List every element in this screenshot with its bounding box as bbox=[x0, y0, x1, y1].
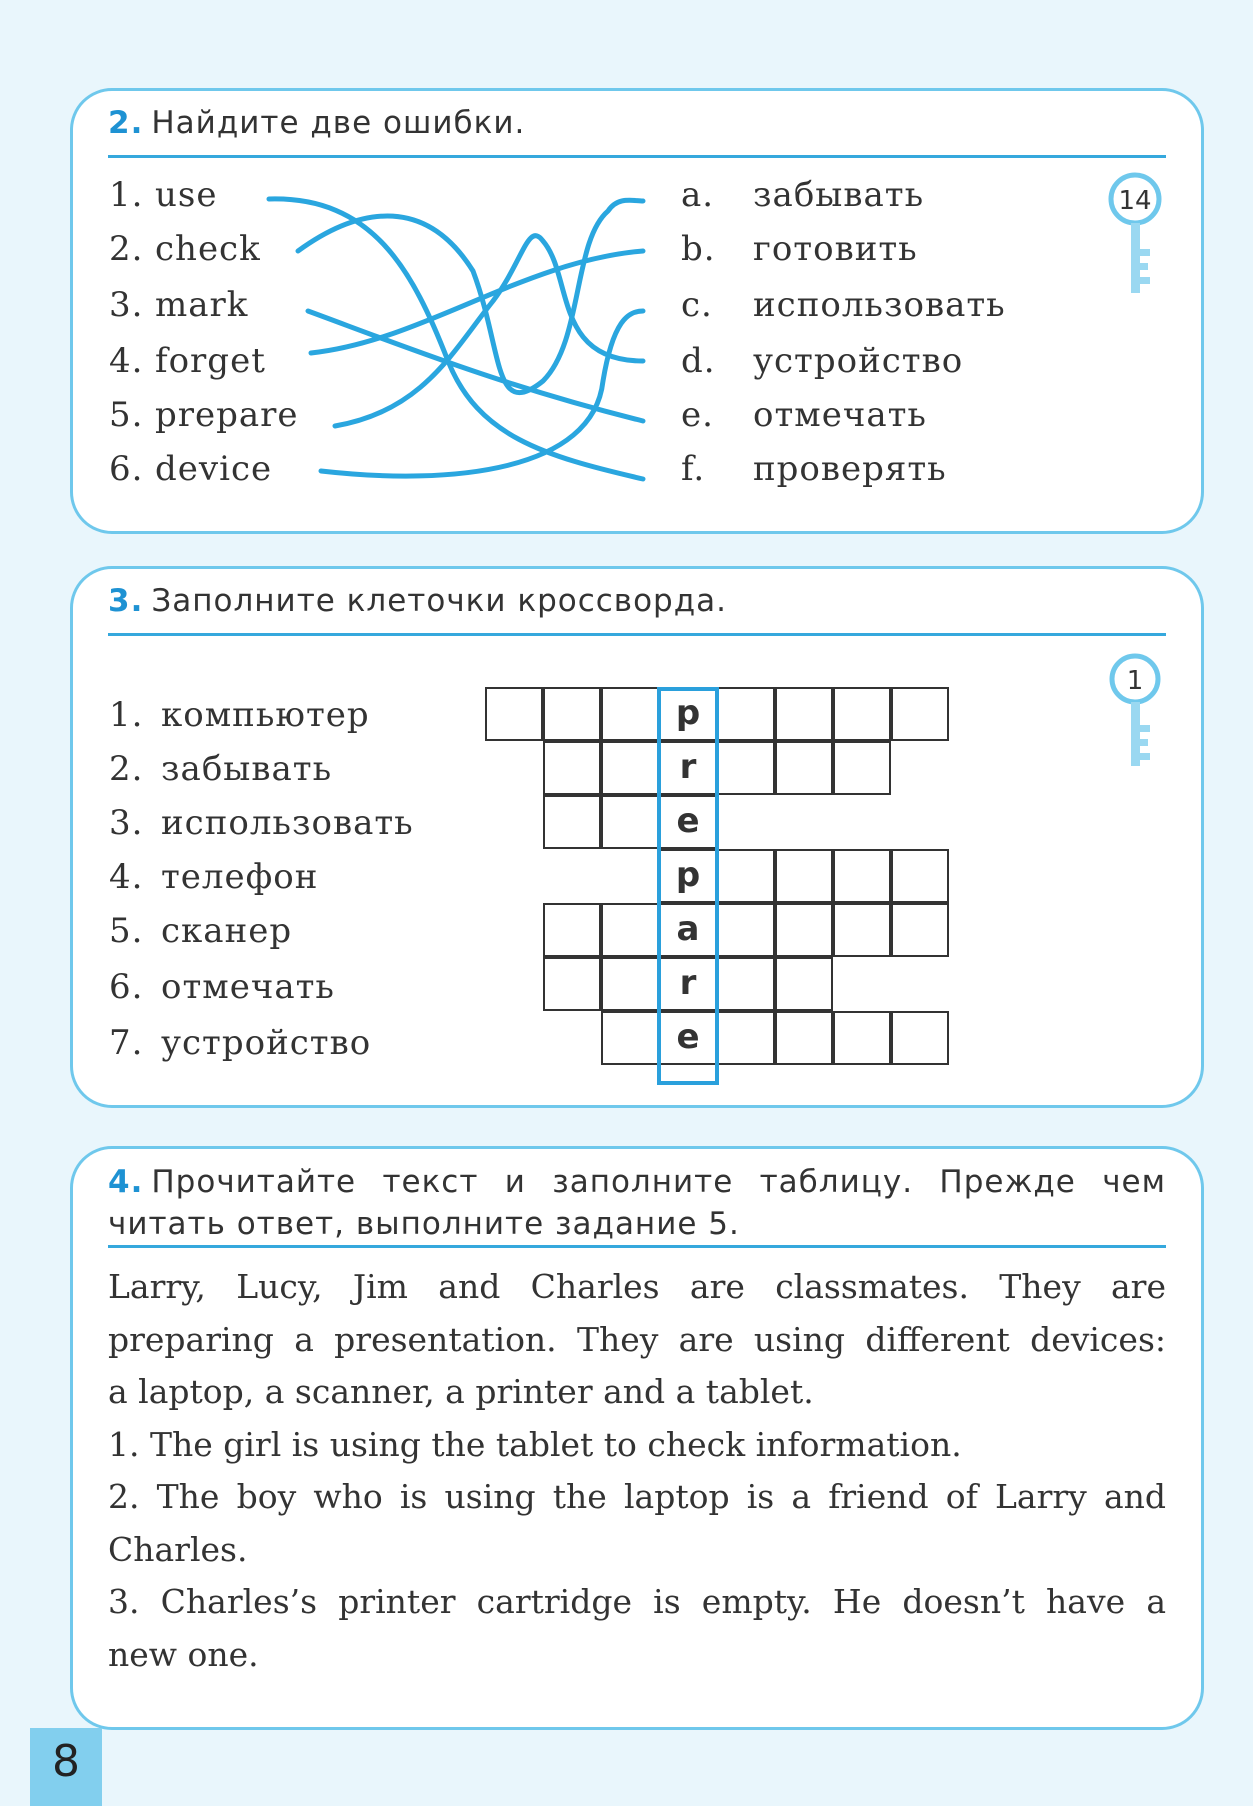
task-4-title-line2: читать ответ, выполните задание 5. bbox=[108, 1206, 740, 1242]
left-number-6: 6. bbox=[109, 449, 144, 489]
clue-number-6: 6. bbox=[109, 967, 144, 1007]
right-letter-c: c. bbox=[681, 285, 713, 325]
left-number-5: 5. bbox=[109, 395, 144, 435]
page-number: 8 bbox=[52, 1736, 80, 1787]
keyword-letter-2: r bbox=[679, 747, 697, 787]
crossword-cell[interactable] bbox=[891, 687, 949, 741]
crossword-cell[interactable] bbox=[717, 741, 775, 795]
task-4-title-line1: Прочитайте текст и заполните таблицу. Прежде чем bbox=[151, 1164, 1166, 1200]
clue-number-3: 3. bbox=[109, 803, 144, 843]
clue-3-line2: new one. bbox=[108, 1634, 259, 1674]
crossword-cell[interactable] bbox=[833, 1011, 891, 1065]
clue-word-1: компьютер bbox=[161, 695, 370, 735]
crossword-cell[interactable] bbox=[891, 1011, 949, 1065]
right-letter-e: e. bbox=[681, 395, 714, 435]
crossword-cell[interactable] bbox=[775, 1011, 833, 1065]
crossword-cell[interactable] bbox=[775, 741, 833, 795]
keyword-letter-7: e bbox=[676, 1017, 700, 1057]
crossword-cell[interactable] bbox=[775, 957, 833, 1011]
crossword-cell[interactable] bbox=[717, 1011, 775, 1065]
crossword-cell[interactable] bbox=[717, 687, 775, 741]
clue-number-1: 1. bbox=[109, 695, 144, 735]
clue-word-5: сканер bbox=[161, 911, 293, 951]
right-word-e: отмечать bbox=[753, 395, 927, 435]
task-4-text bbox=[108, 1261, 1166, 1681]
right-word-b: готовить bbox=[753, 229, 918, 269]
crossword-cell[interactable] bbox=[601, 741, 659, 795]
clue-number-4: 4. bbox=[109, 857, 144, 897]
key-icon bbox=[1105, 653, 1165, 783]
crossword-cell[interactable] bbox=[717, 957, 775, 1011]
right-letter-a: a. bbox=[681, 175, 715, 215]
crossword-cell[interactable] bbox=[601, 957, 659, 1011]
right-letter-b: b. bbox=[681, 229, 716, 269]
crossword-cell[interactable] bbox=[775, 903, 833, 957]
task-3-number: 3. bbox=[108, 583, 144, 619]
intro-line-3: a laptop, a scanner, a printer and a tablet. bbox=[108, 1372, 814, 1411]
task-4-panel bbox=[70, 1146, 1204, 1730]
keyword-letter-6: r bbox=[679, 963, 697, 1003]
key-number-3: 1 bbox=[1126, 666, 1144, 696]
clue-number-5: 5. bbox=[109, 911, 144, 951]
task-3-panel bbox=[70, 566, 1204, 1108]
left-word-5: prepare bbox=[155, 395, 299, 435]
clue-2-line1: 2. The boy who is using the laptop is a friend of Larry and bbox=[108, 1477, 1166, 1516]
right-word-a: забывать bbox=[753, 175, 925, 215]
crossword-cell[interactable] bbox=[601, 1011, 659, 1065]
right-word-f: проверять bbox=[753, 449, 947, 489]
clue-word-3: использовать bbox=[161, 803, 414, 843]
crossword-cell[interactable] bbox=[833, 687, 891, 741]
right-letter-f: f. bbox=[681, 449, 706, 489]
intro-line-1: Larry, Lucy, Jim and Charles are classmates. They are bbox=[108, 1267, 1166, 1306]
keyword-letter-4: p bbox=[675, 855, 701, 895]
crossword-cell[interactable] bbox=[543, 687, 601, 741]
clue-number-7: 7. bbox=[109, 1023, 144, 1063]
left-word-1: use bbox=[155, 175, 218, 215]
left-word-3: mark bbox=[155, 285, 249, 325]
matching-lines bbox=[73, 91, 1203, 531]
line-forget bbox=[311, 251, 643, 353]
right-word-c: использовать bbox=[753, 285, 1006, 325]
clue-word-7: устройство bbox=[161, 1023, 372, 1063]
keyword-letter-3: e bbox=[676, 801, 700, 841]
crossword-cell[interactable] bbox=[717, 903, 775, 957]
task-4-number: 4. bbox=[108, 1164, 144, 1200]
left-word-6: device bbox=[155, 449, 273, 489]
clue-3-line1: 3. Charles’s printer cartridge is empty. He doesn’t have a bbox=[108, 1582, 1166, 1621]
keyword-column-highlight bbox=[657, 687, 719, 1085]
key-icon bbox=[1105, 171, 1165, 311]
crossword-cell[interactable] bbox=[601, 687, 659, 741]
crossword-cell[interactable] bbox=[543, 741, 601, 795]
crossword-cell[interactable] bbox=[833, 849, 891, 903]
page-number-tab bbox=[30, 1728, 102, 1806]
left-number-3: 3. bbox=[109, 285, 144, 325]
crossword-cell[interactable] bbox=[543, 903, 601, 957]
clue-word-4: телефон bbox=[161, 857, 319, 897]
clue-1: 1. The girl is using the tablet to check information. bbox=[108, 1424, 962, 1464]
left-number-1: 1. bbox=[109, 175, 144, 215]
crossword-cell[interactable] bbox=[775, 849, 833, 903]
crossword-cell[interactable] bbox=[891, 849, 949, 903]
crossword-cell[interactable] bbox=[891, 903, 949, 957]
task-3-title: Заполните клеточки кроссворда. bbox=[151, 583, 728, 619]
keyword-letter-5: a bbox=[676, 909, 700, 949]
left-number-2: 2. bbox=[109, 229, 144, 269]
crossword-cell[interactable] bbox=[833, 903, 891, 957]
crossword-cell[interactable] bbox=[601, 903, 659, 957]
task-2-number: 2. bbox=[108, 105, 144, 141]
crossword-cell[interactable] bbox=[485, 687, 543, 741]
crossword-cell[interactable] bbox=[543, 957, 601, 1011]
crossword-cell[interactable] bbox=[833, 741, 891, 795]
left-word-2: check bbox=[155, 229, 261, 269]
task-2-title: Найдите две ошибки. bbox=[151, 105, 526, 141]
task-3-header bbox=[108, 583, 1166, 636]
right-word-d: устройство bbox=[753, 341, 964, 381]
right-letter-d: d. bbox=[681, 341, 716, 381]
crossword-cell[interactable] bbox=[601, 795, 659, 849]
intro-paragraph bbox=[108, 1261, 1166, 1419]
clue-word-2: забывать bbox=[161, 749, 333, 789]
crossword-cell[interactable] bbox=[543, 795, 601, 849]
left-number-4: 4. bbox=[109, 341, 144, 381]
crossword-cell[interactable] bbox=[717, 849, 775, 903]
keyword-letter-1: p bbox=[675, 693, 701, 733]
clue-number-2: 2. bbox=[109, 749, 144, 789]
left-word-4: forget bbox=[155, 341, 266, 381]
line-check bbox=[298, 200, 643, 392]
clue-2-line2: Charles. bbox=[108, 1529, 248, 1569]
crossword-cell[interactable] bbox=[775, 687, 833, 741]
clue-word-6: отмечать bbox=[161, 967, 335, 1007]
task-2-panel bbox=[70, 88, 1204, 534]
key-number-2: 14 bbox=[1118, 186, 1152, 216]
task-4-header bbox=[108, 1161, 1166, 1248]
intro-line-2: preparing a presentation. They are using different devices: bbox=[108, 1319, 1166, 1359]
